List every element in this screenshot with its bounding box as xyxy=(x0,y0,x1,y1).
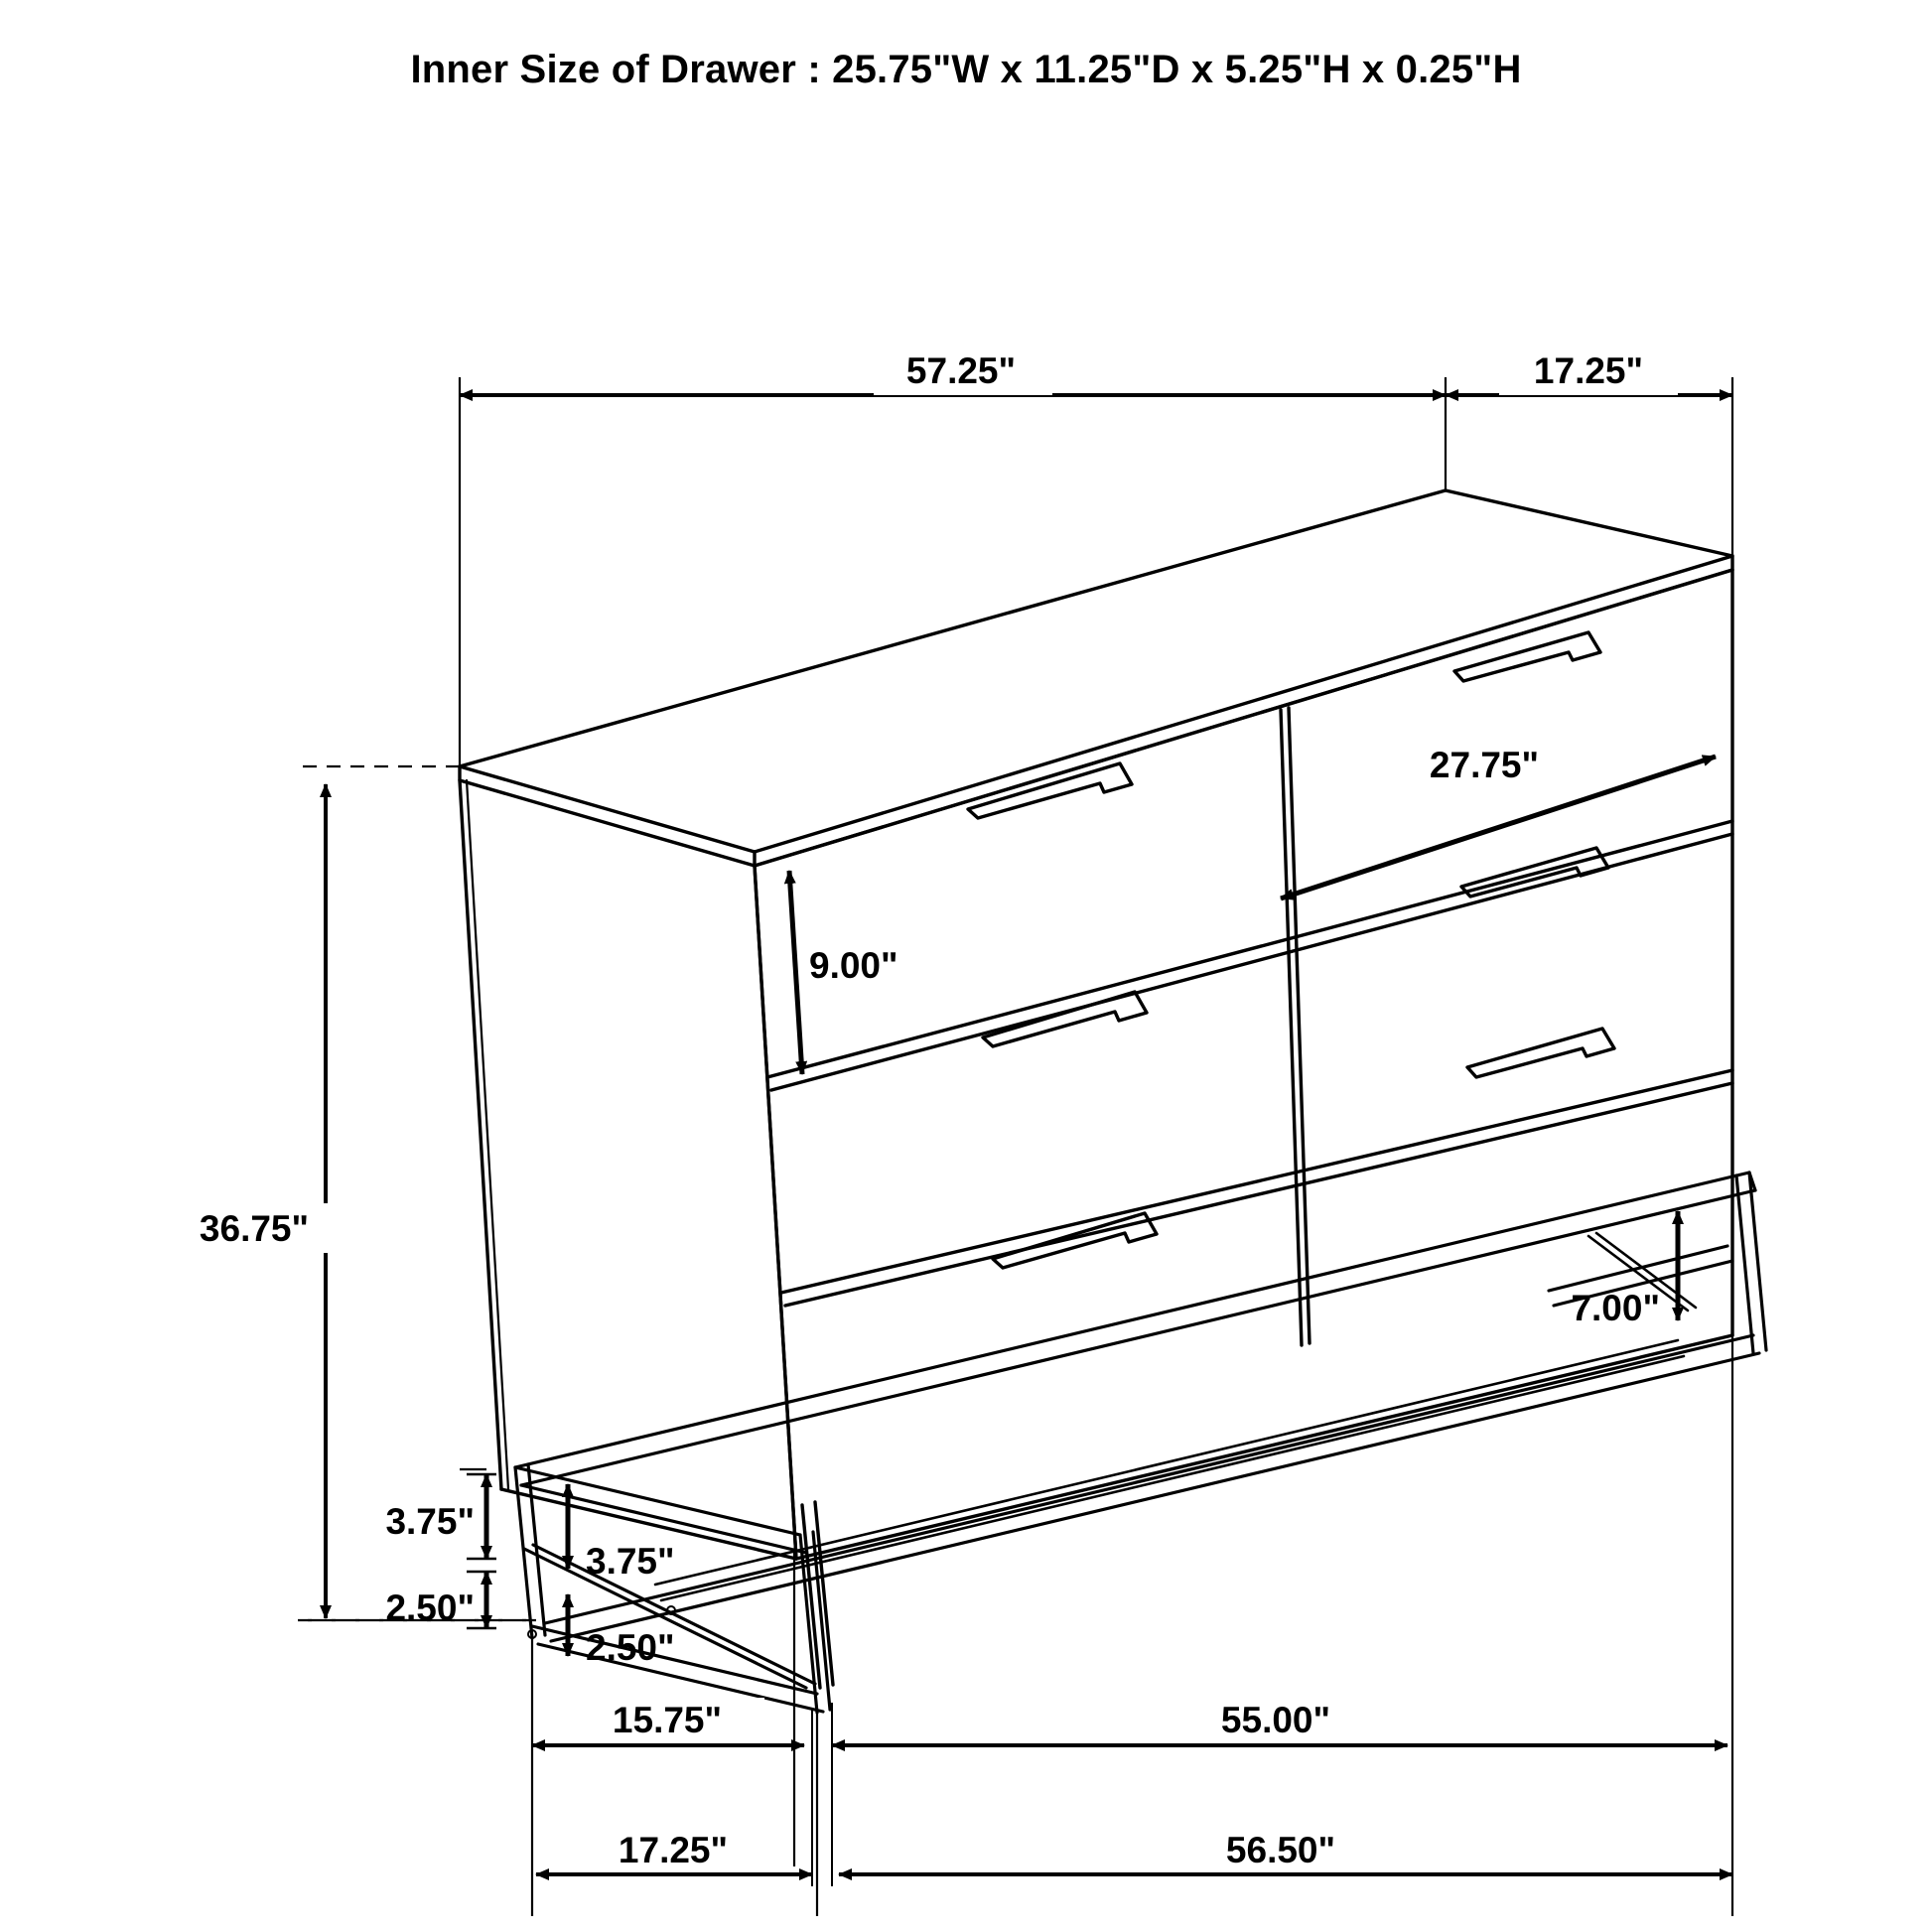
center-divider xyxy=(1281,708,1310,1345)
extension-lines xyxy=(298,377,1847,1916)
drawer-rails xyxy=(767,821,1732,1306)
dresser-body xyxy=(460,490,1766,1713)
dimension-front-width-bottom xyxy=(832,1698,1727,1745)
dimension-label: 7.00" xyxy=(1571,1288,1660,1328)
dimension-label: 17.25" xyxy=(618,1830,729,1870)
drawer-pull xyxy=(1454,632,1600,681)
drawer-pull xyxy=(993,1213,1157,1268)
page-title: Inner Size of Drawer : 25.75"W x 11.25"D x 5.25"H x 0.25"H xyxy=(410,48,1522,91)
dimension-label: 27.75" xyxy=(1429,745,1540,785)
dimension-overall-height xyxy=(177,784,395,1618)
dimension-label: 9.00" xyxy=(809,945,898,986)
dimension-side-depth-outer xyxy=(536,1827,812,1874)
dimension-top-width-left xyxy=(460,349,1446,395)
extension-lines-bottom xyxy=(532,1350,1732,1886)
drawer-pull xyxy=(968,763,1132,818)
dimension-label: 17.25" xyxy=(1533,350,1644,391)
dimension-label: 36.75" xyxy=(199,1208,310,1249)
dimension-side-depth-bottom xyxy=(532,1698,804,1745)
dimension-drawer-height xyxy=(789,871,898,1074)
dimension-label: 2.50" xyxy=(385,1587,475,1628)
dimension-label: 15.75" xyxy=(612,1700,723,1740)
base-frame xyxy=(515,1173,1766,1713)
dimension-label: 3.75" xyxy=(385,1501,475,1542)
dimension-front-width-outer xyxy=(839,1827,1732,1874)
dimension-base-upper-left xyxy=(385,1474,496,1559)
top-panel xyxy=(460,490,1732,866)
drawer-pull xyxy=(1467,1029,1614,1077)
dimension-base-leg-right xyxy=(1571,1211,1678,1328)
dimension-label: 3.75" xyxy=(586,1541,675,1582)
dimension-label: 57.25" xyxy=(905,350,1017,391)
dimension-top-width-right xyxy=(1446,349,1732,395)
front-face xyxy=(755,570,1732,1559)
dimension-label: 56.50" xyxy=(1225,1830,1336,1870)
dimension-label: 2.50" xyxy=(586,1627,675,1668)
dimension-label: 55.00" xyxy=(1220,1700,1331,1740)
